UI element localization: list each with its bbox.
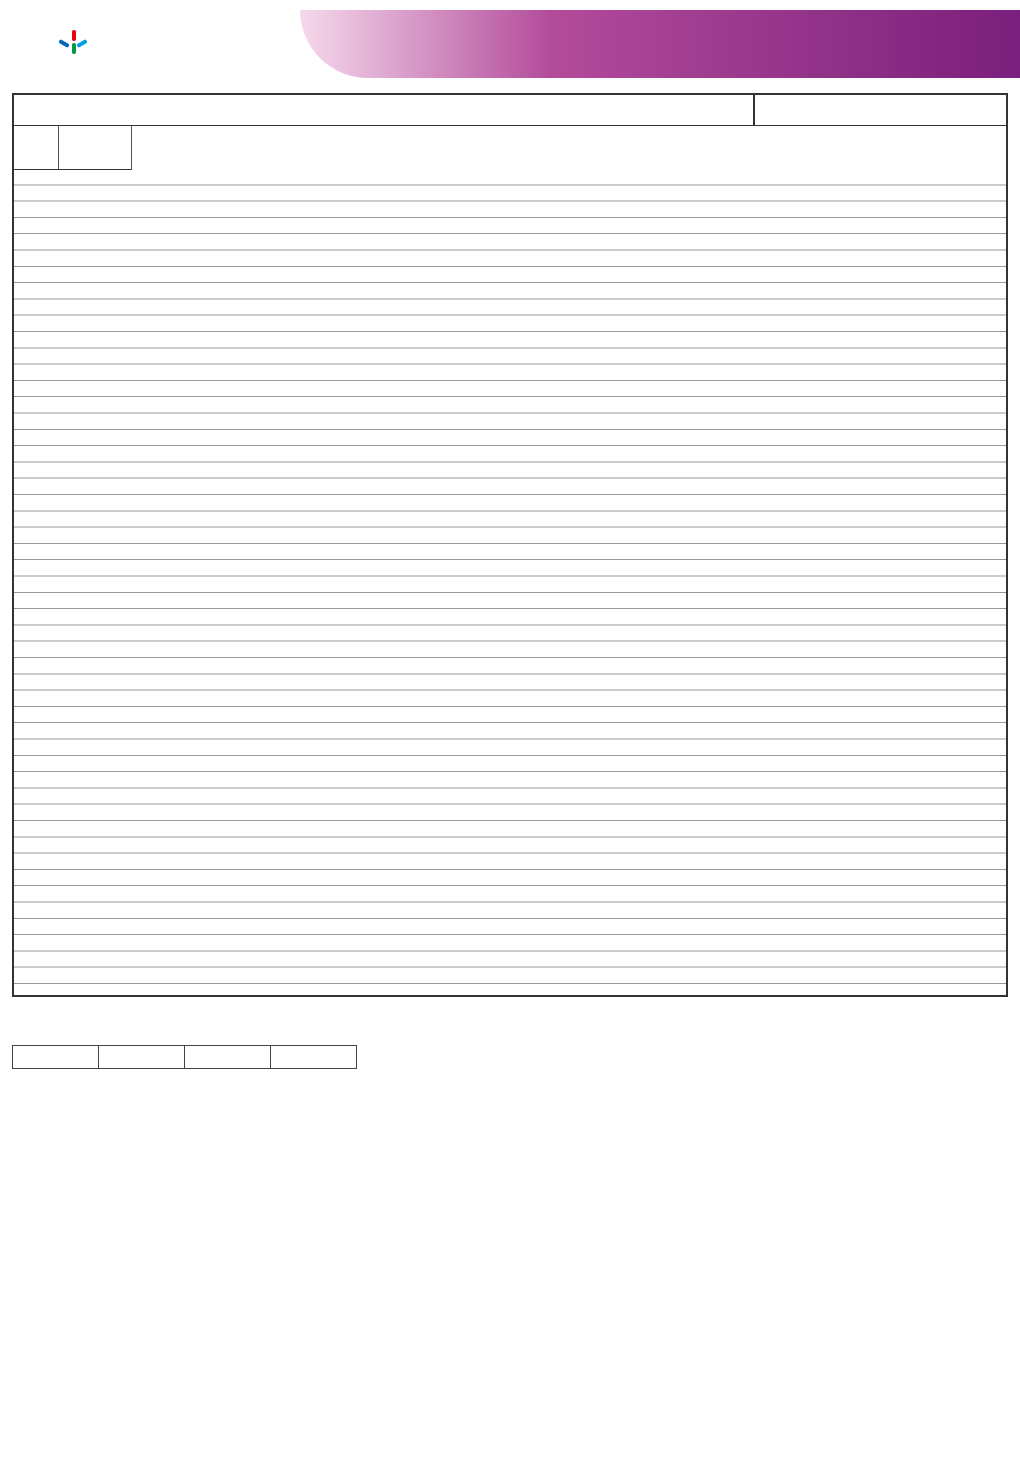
trend-chart — [12, 93, 1008, 997]
cold-hot-header — [99, 1046, 185, 1069]
title-background — [300, 10, 1020, 78]
cold-hot-header — [271, 1046, 357, 1069]
trend-right-title — [755, 95, 1006, 126]
grid — [14, 169, 1006, 995]
bar-chart — [360, 1245, 700, 1445]
cold-hot-header — [13, 1046, 99, 1069]
trend-left-title — [14, 95, 755, 126]
number-header — [59, 126, 132, 170]
lottery-logo — [62, 30, 94, 54]
cold-hot-table — [12, 1045, 357, 1069]
cold-hot-header — [185, 1046, 271, 1069]
lottery-logo-icon — [62, 30, 86, 54]
banner — [0, 0, 1020, 88]
issue-header — [14, 126, 59, 170]
